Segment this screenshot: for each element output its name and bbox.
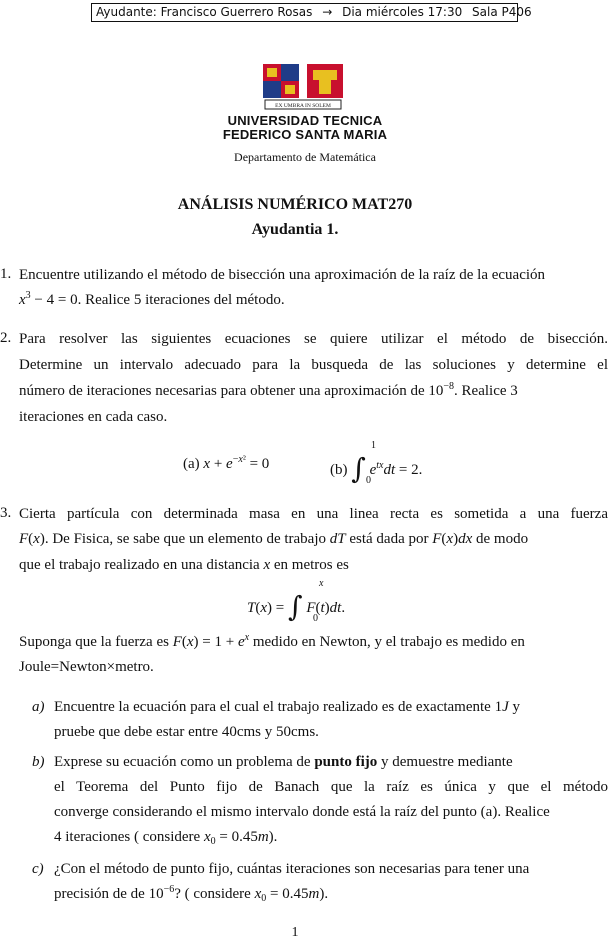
room: Sala P406 bbox=[472, 5, 532, 19]
course-title: ANÁLISIS NUMÉRICO MAT270 bbox=[177, 196, 413, 213]
problem-3-line3: que el trabajo realizado en una distancia x en metros es bbox=[19, 557, 349, 573]
problem-2-item-a: (a) $x + e^{-x^2} = 0$ bbox=[183, 454, 270, 472]
problem-3-line2: F(x). De Fisica, se sabe que un elemento de trabajo dT está dada por F(x)dx de modo bbox=[19, 531, 529, 547]
problem-1-number: 1. bbox=[0, 266, 12, 282]
problem-3-number: 3. bbox=[0, 505, 12, 521]
department-name: Departamento de Matemática bbox=[234, 150, 376, 164]
page-number: 1 bbox=[291, 925, 299, 940]
subitem-a-line2: pruebe que debe estar entre 40cms y 50cms. bbox=[54, 724, 319, 740]
integral-t-lower: 0 bbox=[313, 613, 318, 624]
university-name-line1: UNIVERSIDAD TECNICA bbox=[227, 113, 383, 128]
subitem-b-label: b) bbox=[32, 754, 45, 770]
document-subtitle: Ayudantia 1. bbox=[251, 221, 339, 238]
problem-2-item-b: (b) ∫ $e^{tx}dt = 2$. bbox=[330, 452, 423, 485]
problem-2-line1: Para resolver las siguientes ecuaciones se quiere utilizar el método de bisección. bbox=[19, 331, 608, 347]
schedule: Dia miércoles 17:30 bbox=[342, 5, 463, 19]
subitem-b-line2: el Teorema del Punto fijo de Banach que la raíz es única y que el método bbox=[54, 779, 608, 795]
university-name-line2: FEDERICO SANTA MARIA bbox=[222, 127, 388, 142]
work-integral-formula: T(x) = ∫ F(t)dt. bbox=[247, 590, 346, 623]
problem-3-line4: Suponga que la fuerza es $F(x) = 1 + e^x$ medido en Newton, y el trabajo es medido en bbox=[19, 632, 525, 650]
problem-2-line4: iteraciones en cada caso. bbox=[19, 409, 168, 425]
assistant-name: Ayudante: Francisco Guerrero Rosas bbox=[96, 5, 313, 19]
problem-1-line1: Encuentre utilizando el método de bisección una aproximación de la raíz de la ecuación bbox=[19, 267, 546, 283]
subitem-a-label: a) bbox=[32, 699, 45, 715]
integral-b-lower: 0 bbox=[366, 475, 371, 486]
problem-3-line5: Joule=Newton×metro. bbox=[19, 659, 154, 675]
subitem-c-label: c) bbox=[32, 861, 44, 877]
problem-2-number: 2. bbox=[0, 330, 12, 346]
logo-motto: EX UMBRA IN SOLEM bbox=[275, 103, 331, 109]
subitem-c-line2: precisión de de $10^{-6}$? ( considere $x_0 = 0.45m$). bbox=[54, 884, 329, 904]
integral-b-upper: 1 bbox=[371, 440, 376, 451]
university-logo bbox=[263, 64, 343, 110]
problem-3-line1: Cierta partícula con determinada masa en una linea recta es sometida a una fuerza bbox=[19, 506, 608, 522]
problem-2-line2: Determine un intervalo adecuado para la busqueda de las soluciones y determine el bbox=[19, 357, 608, 373]
problem-2-line3: número de iteraciones necesarias para obtener una aproximación de $10^{-8}$. Realice 3 bbox=[19, 381, 518, 399]
subitem-b-line1: Exprese su ecuación como un problema de punto fijo y demuestre mediante bbox=[54, 754, 513, 770]
integral-t-upper: x bbox=[319, 578, 324, 589]
problem-1-line2: $x^3 - 4 = 0$. Realice 5 iteraciones del método. bbox=[19, 290, 285, 308]
subitem-c-line1: ¿Con el método de punto fijo, cuántas iteraciones son necesarias para tener una bbox=[54, 861, 530, 877]
handwritten-header bbox=[91, 3, 532, 22]
arrow: → bbox=[322, 5, 333, 19]
subitem-b-line3: converge considerando el mismo intervalo donde está la raíz del punto (a). Realice bbox=[54, 804, 550, 820]
subitem-b-line4: 4 iteraciones ( considere $x_0 = 0.45m$). bbox=[54, 829, 278, 847]
subitem-a-line1: Encuentre la ecuación para el cual el trabajo realizado es de exactamente 1J y bbox=[54, 699, 520, 715]
